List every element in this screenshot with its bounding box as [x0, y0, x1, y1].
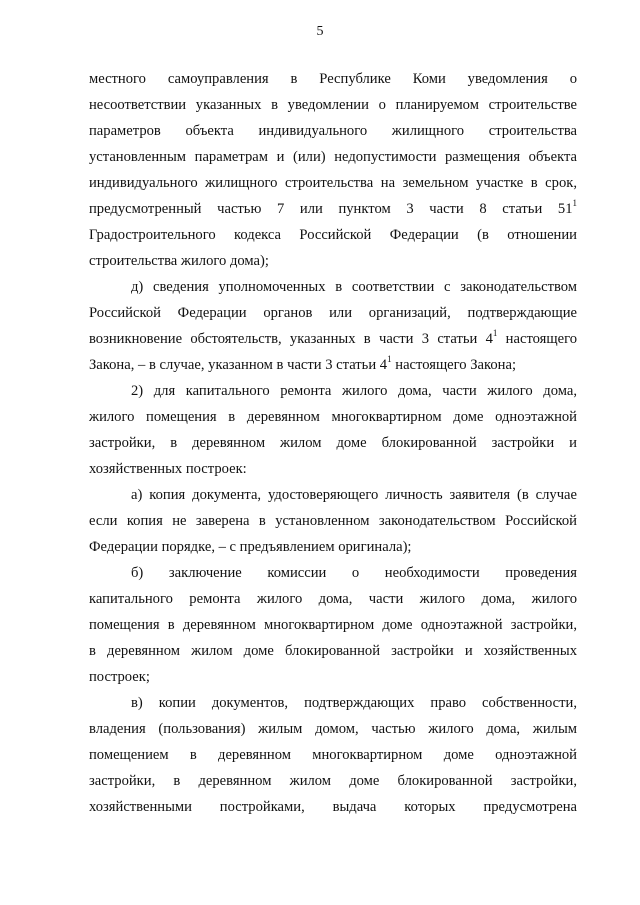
text-line: Градостроительного кодекса Российской Федерации (в отношении	[89, 227, 577, 243]
superscript: 1	[387, 354, 392, 365]
text-line: в) копии документов, подтверждающих право собственности,	[131, 695, 577, 711]
paragraph-p6	[89, 690, 577, 820]
text-line: местного самоуправления в Республике Коми уведомления о	[89, 71, 577, 87]
text-line: предусмотренный частью 7 или пунктом 3 части 8 статьи $51^1$	[89, 198, 577, 217]
document-body	[89, 66, 577, 820]
text-line: Закона, – в случае, указанном в части 3 статьи $4^1$ настоящего Закона;	[89, 354, 516, 373]
text-line: в деревянном жилом доме блокированной застройки и хозяйственных	[89, 643, 577, 659]
text-line: д) сведения уполномоченных в соответствии с законодательством	[131, 279, 577, 295]
text-line: владения (пользования) жилым домом, частью жилого дома, жилым	[89, 721, 577, 737]
text-line: установленным параметрам и (или) недопустимости размещения объекта	[89, 149, 577, 165]
text-line: если копия не заверена в установленном законодательством Российской	[89, 513, 577, 529]
text-line: параметров объекта индивидуального жилищного строительства	[89, 123, 577, 139]
text-line: б) заключение комиссии о необходимости проведения	[131, 565, 577, 581]
text-line: возникновение обстоятельств, указанных в части 3 статьи $4^1$ настоящего	[89, 328, 577, 347]
text-line: Российской Федерации органов или организаций, подтверждающие	[89, 305, 577, 321]
text-line: хозяйственных построек:	[89, 461, 247, 477]
text-line: Федерации порядке, – с предъявлением оригинала);	[89, 539, 412, 555]
text-line: а) копия документа, удостоверяющего личность заявителя (в случае	[131, 487, 577, 503]
paragraph-p4	[89, 482, 577, 560]
text-line: несоответствии указанных в уведомлении о планируемом строительстве	[89, 97, 577, 113]
text-line: строительства жилого дома);	[89, 253, 269, 269]
text-line: помещения в деревянном многоквартирном доме одноэтажной застройки,	[89, 617, 577, 633]
text-line: капитального ремонта жилого дома, части жилого дома, жилого	[89, 591, 577, 607]
text-line: помещением в деревянном многоквартирном доме одноэтажной	[89, 747, 577, 763]
text-line: индивидуального жилищного строительства на земельном участке в срок,	[89, 175, 577, 191]
page-number: 5	[316, 24, 324, 39]
text-line: 2) для капитального ремонта жилого дома, части жилого дома,	[131, 383, 577, 399]
paragraph-p5	[89, 560, 577, 690]
paragraph-p1	[89, 66, 577, 274]
superscript: 1	[572, 198, 577, 209]
paragraph-p2	[89, 274, 577, 378]
text-line: хозяйственными постройками, выдача которых предусмотрена	[89, 799, 577, 815]
text-line: застройки, в деревянном жилом доме блокированной застройки и	[89, 435, 577, 451]
text-line: построек;	[89, 669, 150, 685]
text-line: застройки, в деревянном жилом доме блокированной застройки,	[89, 773, 577, 789]
paragraph-p3	[89, 378, 577, 482]
superscript: 1	[492, 328, 498, 339]
text-line: жилого помещения в деревянном многоквартирном доме одноэтажной	[89, 409, 577, 425]
